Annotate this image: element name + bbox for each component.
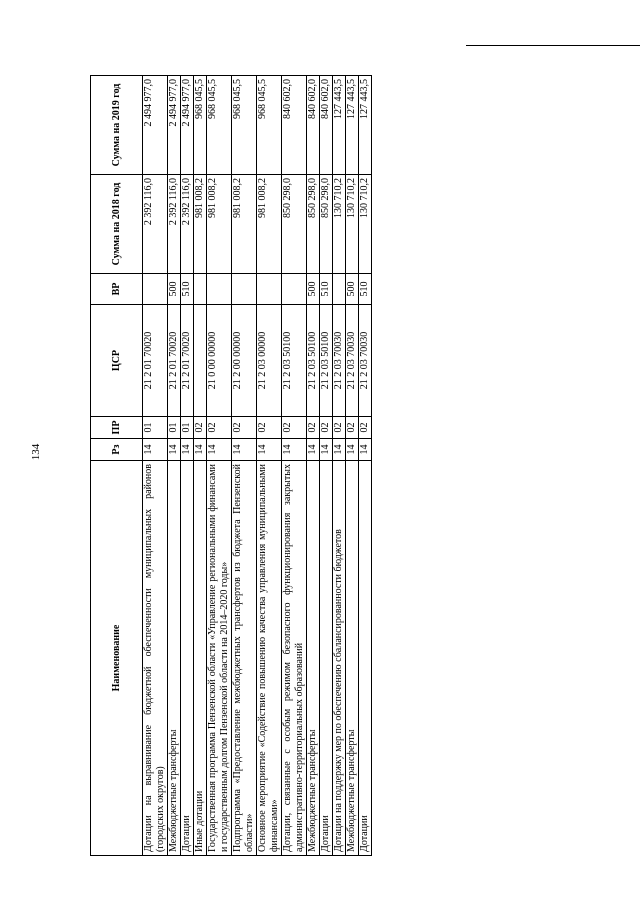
- cell-s2019: 2 494 977,0: [168, 76, 181, 175]
- table-row: [346, 76, 359, 856]
- cell-s2018: 850 298,0: [320, 175, 333, 274]
- cell-s2018: 130 710,2: [333, 175, 346, 274]
- cell-vr: [282, 274, 307, 305]
- cell-vr: [207, 274, 232, 305]
- table-header-row: [91, 76, 143, 856]
- cell-vr: 500: [307, 274, 320, 305]
- cell-name: Дотации: [359, 461, 372, 856]
- cell-s2019: 2 494 977,0: [181, 76, 194, 175]
- cell-csr: 21 2 01 70020: [181, 305, 194, 417]
- cell-pr: 02: [320, 417, 333, 439]
- page-number: 134: [30, 443, 42, 461]
- table-row: [320, 76, 333, 856]
- cell-s2018: 2 392 116,0: [143, 175, 168, 274]
- cell-name: Государственная программа Пензенской области «Управление региональными финансами и государственным долгом Пензенской области на 2014–2020 годы»: [207, 461, 232, 856]
- cell-s2019: 2 494 977,0: [143, 76, 168, 175]
- cell-pr: 02: [333, 417, 346, 439]
- cell-s2018: 981 008,2: [232, 175, 257, 274]
- header-name: Наименование: [91, 461, 143, 856]
- cell-csr: 21 0 00 00000: [207, 305, 232, 417]
- cell-csr: 21 2 03 50100: [282, 305, 307, 417]
- cell-pr: 02: [307, 417, 320, 439]
- cell-rz: 14: [143, 439, 168, 461]
- cell-vr: [333, 274, 346, 305]
- cell-s2018: 2 392 116,0: [168, 175, 181, 274]
- cell-s2018: 130 710,2: [359, 175, 372, 274]
- cell-name: Подпрограмма «Предоставление межбюджетных трансфертов из бюджета Пензенской области»: [232, 461, 257, 856]
- cell-pr: 01: [181, 417, 194, 439]
- table-row: [307, 76, 320, 856]
- cell-name: Межбюджетные трансферты: [168, 461, 181, 856]
- cell-vr: [257, 274, 282, 305]
- header-sum-2018: Сумма на 2018 год: [91, 175, 143, 274]
- cell-rz: 14: [207, 439, 232, 461]
- cell-s2019: 127 443,5: [359, 76, 372, 175]
- cell-s2018: 981 008,2: [207, 175, 232, 274]
- table-row: [232, 76, 257, 856]
- cell-pr: 01: [143, 417, 168, 439]
- cell-rz: 14: [333, 439, 346, 461]
- header-csr: ЦСР: [91, 305, 143, 417]
- cell-vr: [143, 274, 168, 305]
- cell-s2019: 968 045,5: [257, 76, 282, 175]
- cell-s2018: 130 710,2: [346, 175, 359, 274]
- cell-pr: 02: [346, 417, 359, 439]
- table-row: [359, 76, 372, 856]
- cell-rz: 14: [232, 439, 257, 461]
- cell-rz: 14: [346, 439, 359, 461]
- cell-csr: 21 2 03 50100: [307, 305, 320, 417]
- cell-pr: 02: [194, 417, 207, 439]
- cell-vr: [194, 274, 207, 305]
- cell-pr: 02: [359, 417, 372, 439]
- cell-name: Дотации: [181, 461, 194, 856]
- cell-s2019: 968 045,5: [232, 76, 257, 175]
- header-pr: ПР: [91, 417, 143, 439]
- cell-csr: 21 2 01 70020: [168, 305, 181, 417]
- cell-vr: 510: [359, 274, 372, 305]
- header-rz: Рз: [91, 439, 143, 461]
- cell-s2019: 840 602,0: [282, 76, 307, 175]
- cell-name: Дотации на выравнивание бюджетной обеспеченности муниципальных районов (городских округов): [143, 461, 168, 856]
- cell-s2018: 850 298,0: [307, 175, 320, 274]
- cell-rz: 14: [359, 439, 372, 461]
- budget-table: [90, 75, 372, 856]
- cell-csr: 21 2 00 00000: [232, 305, 257, 417]
- cell-rz: 14: [168, 439, 181, 461]
- cell-s2019: 127 443,5: [333, 76, 346, 175]
- cell-s2018: 981 008,2: [257, 175, 282, 274]
- cell-vr: 510: [320, 274, 333, 305]
- cell-s2018: 981 008,2: [194, 175, 207, 274]
- cell-pr: 01: [168, 417, 181, 439]
- budget-table-rotated: [90, 76, 372, 856]
- cell-rz: 14: [282, 439, 307, 461]
- cell-vr: 500: [346, 274, 359, 305]
- table-row: [194, 76, 207, 856]
- table-row: [143, 76, 168, 856]
- cell-s2019: 968 045,5: [207, 76, 232, 175]
- cell-name: Дотации на поддержку мер по обеспечению сбалансированности бюджетов: [333, 461, 346, 856]
- cell-rz: 14: [181, 439, 194, 461]
- cell-vr: [232, 274, 257, 305]
- table-row: [207, 76, 232, 856]
- cell-vr: 510: [181, 274, 194, 305]
- cell-pr: 02: [257, 417, 282, 439]
- separator-line: [466, 45, 640, 46]
- cell-csr: 21 2 03 70030: [346, 305, 359, 417]
- cell-csr: 21 2 03 70030: [359, 305, 372, 417]
- table-row: [333, 76, 346, 856]
- cell-name: Иные дотации: [194, 461, 207, 856]
- table-row: [257, 76, 282, 856]
- cell-name: Основное мероприятие «Содействие повышению качества управления муниципальными финансами»: [257, 461, 282, 856]
- cell-vr: 500: [168, 274, 181, 305]
- header-sum-2019: Сумма на 2019 год: [91, 76, 143, 175]
- cell-csr: 21 2 03 50100: [320, 305, 333, 417]
- cell-csr: 21 2 01 70020: [143, 305, 168, 417]
- cell-rz: 14: [194, 439, 207, 461]
- cell-pr: 02: [207, 417, 232, 439]
- cell-name: Межбюджетные трансферты: [307, 461, 320, 856]
- cell-s2019: 840 602,0: [320, 76, 333, 175]
- cell-rz: 14: [307, 439, 320, 461]
- cell-name: Межбюджетные трансферты: [346, 461, 359, 856]
- cell-name: Дотации: [320, 461, 333, 856]
- table-body: [143, 76, 372, 856]
- table-row: [168, 76, 181, 856]
- table-row: [282, 76, 307, 856]
- cell-s2019: 840 602,0: [307, 76, 320, 175]
- cell-rz: 14: [320, 439, 333, 461]
- cell-pr: 02: [232, 417, 257, 439]
- header-vr: ВР: [91, 274, 143, 305]
- cell-rz: 14: [257, 439, 282, 461]
- table-row: [181, 76, 194, 856]
- cell-csr: 21 2 03 70030: [333, 305, 346, 417]
- cell-s2018: 850 298,0: [282, 175, 307, 274]
- cell-s2019: 127 443,5: [346, 76, 359, 175]
- cell-name: Дотации, связанные с особым режимом безопасного функционирования закрытых административно-территориальных образований: [282, 461, 307, 856]
- cell-s2019: 968 045,5: [194, 76, 207, 175]
- cell-csr: [194, 305, 207, 417]
- cell-csr: 21 2 03 00000: [257, 305, 282, 417]
- cell-pr: 02: [282, 417, 307, 439]
- cell-s2018: 2 392 116,0: [181, 175, 194, 274]
